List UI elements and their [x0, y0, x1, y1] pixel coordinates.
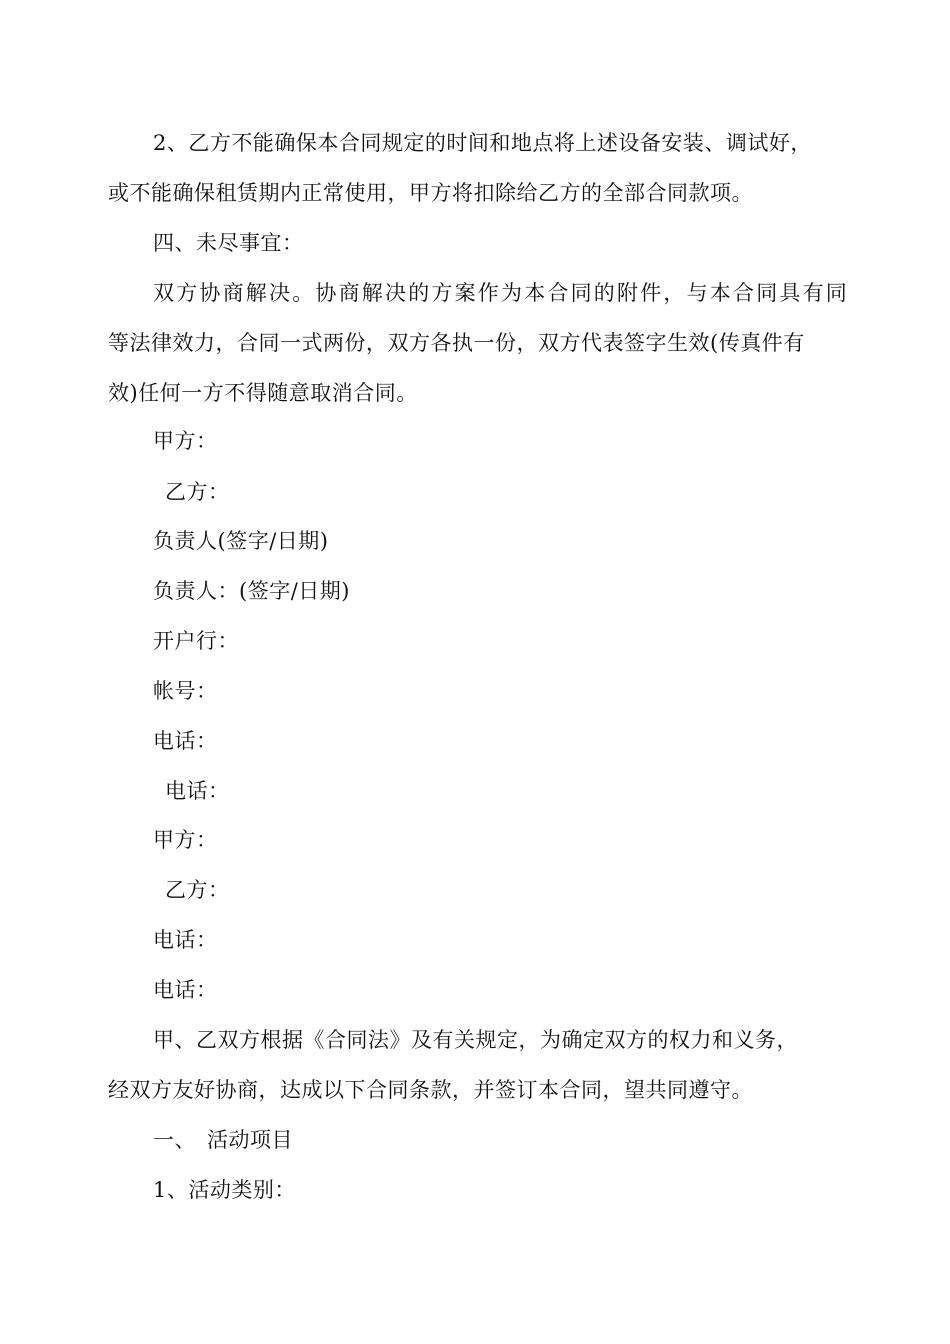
party-b-label: 乙方：	[165, 480, 230, 504]
phone-label-2: 电话：	[165, 779, 230, 803]
clause-2-line-1: 2、乙方不能确保本合同规定的时间和地点将上述设备安装、调试好，	[153, 131, 812, 155]
party-b-label-2: 乙方：	[165, 878, 230, 902]
bank-label: 开户行：	[153, 629, 239, 653]
phone-label-3: 电话：	[153, 928, 218, 952]
section-4-para-line-1: 双方协商解决。协商解决的方案作为本合同的附件，与本合同具有同	[153, 281, 849, 305]
phone-label-4: 电话：	[153, 978, 218, 1002]
activity-category-label: 1、活动类别：	[153, 1178, 296, 1202]
section-4-para-line-3: 效)任何一方不得随意取消合同。	[108, 381, 418, 405]
person-in-charge-a: 负责人(签字/日期)	[153, 529, 329, 553]
intro-para-line-1: 甲、乙双方根据《合同法》及有关规定，为确定双方的权力和义务，	[153, 1028, 798, 1052]
section-1-heading: 一、 活动项目	[153, 1128, 293, 1152]
intro-para-line-2: 经双方友好协商，达成以下合同条款，并签订本合同，望共同遵守。	[108, 1078, 753, 1102]
person-in-charge-b: 负责人：(签字/日期)	[153, 579, 350, 603]
section-4-para-line-2: 等法律效力，合同一式两份，双方各执一份，双方代表签字生效(传真件有	[108, 331, 805, 355]
account-label: 帐号：	[153, 679, 218, 703]
clause-2-line-2: 或不能确保租赁期内正常使用，甲方将扣除给乙方的全部合同款项。	[108, 181, 753, 205]
party-a-label: 甲方：	[153, 429, 218, 453]
phone-label-1: 电话：	[153, 729, 218, 753]
party-a-label-2: 甲方：	[153, 828, 218, 852]
section-4-heading: 四、未尽事宜：	[153, 231, 304, 255]
